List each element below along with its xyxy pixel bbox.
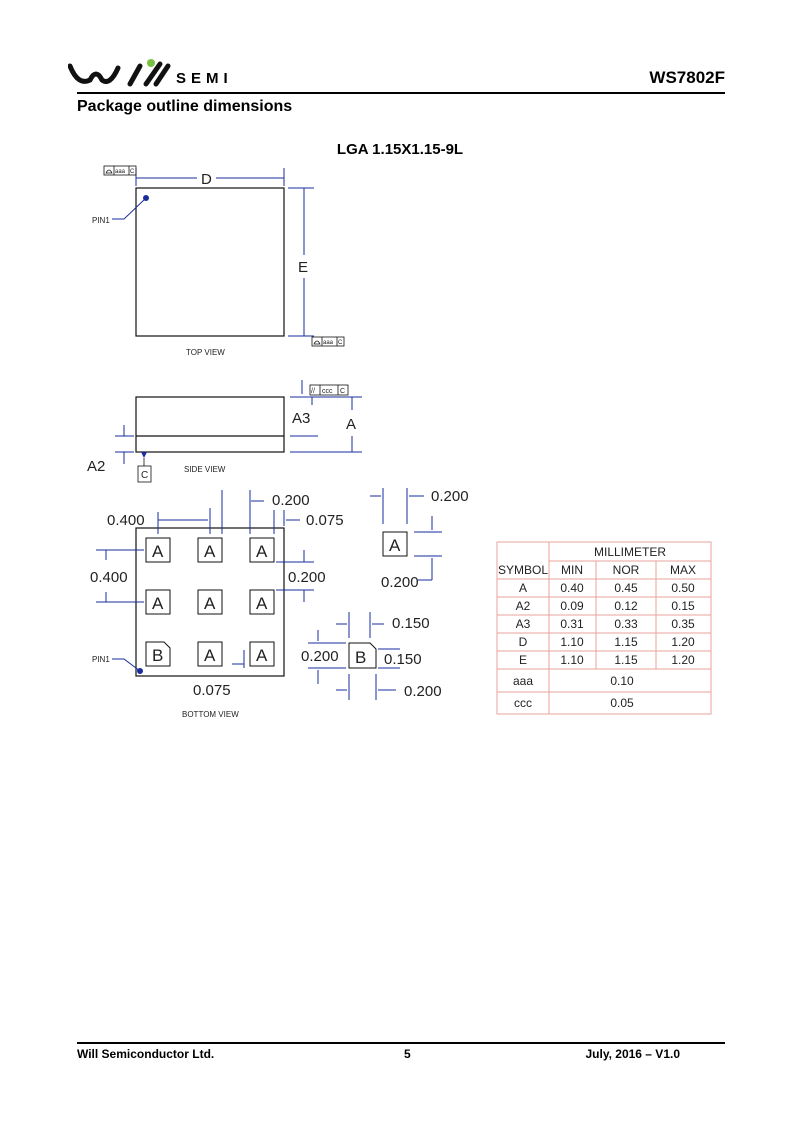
pad-label: A: [204, 542, 216, 561]
side-view-body: [136, 397, 284, 452]
dim-a2-label: A2: [87, 458, 106, 475]
table-cell: 0.12: [614, 599, 638, 613]
pad-b-dim-chamfer-h: 0.150: [384, 651, 422, 668]
pad-b-detail-label: B: [355, 648, 367, 667]
pad-label: B: [152, 646, 164, 665]
dim-a3-label: A3: [292, 410, 311, 427]
table-cell: 0.05: [610, 696, 634, 710]
logo-wordmark: SEMI: [176, 70, 233, 87]
table-cell: 0.15: [671, 599, 695, 613]
table-cell: 0.45: [614, 581, 638, 595]
pad-a-detail-label: A: [389, 536, 401, 555]
dim-left-0400: 0.400: [90, 569, 128, 586]
table-cell: A3: [515, 617, 531, 631]
table-cell: 0.50: [671, 581, 695, 595]
dim-top-0200: 0.200: [272, 492, 310, 509]
dim-top-0075: 0.075: [306, 512, 344, 529]
footer-company: Will Semiconductor Ltd.: [77, 1047, 215, 1061]
table-cell: 1.20: [671, 653, 695, 667]
top-view-outline: [136, 188, 284, 336]
table-header: MAX: [669, 563, 697, 577]
table-header: SYMBOL: [497, 563, 549, 577]
pad-label: A: [152, 542, 164, 561]
table-cell: 0.10: [610, 674, 634, 688]
pad-a-detail: [370, 488, 469, 591]
dim-bottom-0075: 0.075: [193, 682, 231, 699]
pin1-leader-top: [112, 198, 146, 219]
table-cell: 0.35: [671, 617, 695, 631]
table-cell: D: [518, 635, 528, 649]
table-cell: ccc: [514, 696, 532, 710]
pad-label: A: [204, 594, 216, 613]
pin1-label-bottom: PIN1: [92, 655, 110, 664]
table-group-header: MILLIMETER: [593, 545, 667, 559]
top-view-caption: TOP VIEW: [186, 348, 225, 357]
footer-page-number: 5: [404, 1047, 411, 1061]
footer-rule: [77, 1042, 725, 1044]
datum-c-side: C: [141, 470, 149, 481]
dim-right-0200: 0.200: [288, 569, 326, 586]
table-cell: E: [518, 653, 528, 667]
datum-c-top: C: [130, 169, 135, 175]
side-view-caption: SIDE VIEW: [184, 465, 226, 474]
table-cell: A: [518, 581, 528, 595]
parallel-symbol-icon: //: [311, 388, 315, 395]
top-view: [92, 166, 344, 357]
pad-b-dim-chamfer-w: 0.150: [392, 615, 430, 632]
pad-b-detail: [301, 612, 442, 700]
table-cell: 1.20: [671, 635, 695, 649]
table-cell: 0.31: [560, 617, 584, 631]
section-title: Package outline dimensions: [77, 98, 293, 115]
pad-label: A: [204, 646, 216, 665]
table-cell: 0.09: [560, 599, 584, 613]
profile-symbol-icon: [314, 341, 320, 344]
table-cell: 0.40: [560, 581, 584, 595]
profile-symbol-icon: [106, 170, 112, 173]
datum-c-right: C: [338, 340, 343, 346]
bottom-view-caption: BOTTOM VIEW: [182, 710, 239, 719]
pad-label: A: [256, 542, 268, 561]
side-view: [87, 380, 362, 482]
table-cell: A2: [515, 599, 531, 613]
pad-b-dim-height: 0.200: [301, 648, 339, 665]
footer-date-version: July, 2016 – V1.0: [585, 1047, 680, 1061]
part-number: WS7802F: [649, 68, 725, 87]
table-cell: 1.10: [560, 653, 584, 667]
table-cell: 1.15: [614, 635, 638, 649]
package-title: LGA 1.15X1.15-9L: [336, 141, 464, 158]
pad-a-dim-width: 0.200: [431, 488, 469, 505]
table-cell: 0.33: [614, 617, 638, 631]
dimensions-table: [497, 542, 711, 714]
tolerance-aaa-right: aaa: [323, 340, 334, 346]
table-cell: 1.15: [614, 653, 638, 667]
table-header: MIN: [561, 563, 583, 577]
tolerance-ccc: ccc: [322, 388, 333, 395]
dim-d-label: D: [201, 171, 212, 188]
dim-e-label: E: [298, 259, 309, 276]
tolerance-aaa-top: aaa: [115, 169, 126, 175]
pin1-label-top: PIN1: [92, 216, 110, 225]
dim-a-label: A: [346, 416, 357, 433]
datum-triangle-icon: [141, 452, 147, 458]
datum-c-side-frame: C: [340, 388, 346, 395]
table-cell: 1.10: [560, 635, 584, 649]
pad-a-dim-height: 0.200: [381, 574, 419, 591]
bottom-view: [90, 490, 344, 719]
pad-label: A: [152, 594, 164, 613]
table-cell: aaa: [512, 674, 534, 688]
table-header: NOR: [612, 563, 640, 577]
pad-label: A: [256, 594, 268, 613]
pad-label: A: [256, 646, 268, 665]
dim-top-0400: 0.400: [107, 512, 145, 529]
pad-b-dim-width: 0.200: [404, 683, 442, 700]
